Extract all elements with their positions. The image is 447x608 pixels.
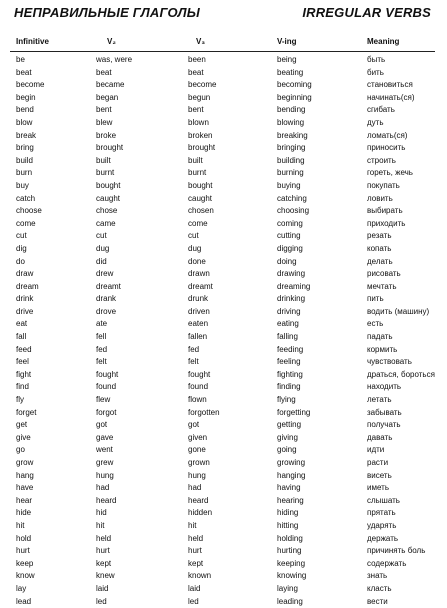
cell-infinitive: do: [16, 256, 25, 266]
cell-v2: dug: [96, 243, 110, 253]
cell-meaning: содержать: [367, 558, 407, 568]
cell-v3: driven: [188, 306, 210, 316]
cell-v3: bent: [188, 105, 204, 115]
cell-meaning: приходить: [367, 218, 406, 228]
table-row: [0, 356, 447, 369]
cell-v2: burnt: [96, 168, 115, 178]
cell-v3: held: [188, 533, 204, 543]
table-row: [0, 407, 447, 420]
cell-meaning: ломать(ся): [367, 130, 408, 140]
cell-meaning: покупать: [367, 180, 400, 190]
cell-v-ing: having: [277, 483, 301, 493]
cell-v-ing: drawing: [277, 269, 306, 279]
cell-v2: built: [96, 155, 111, 165]
cell-v-ing: breaking: [277, 130, 308, 140]
cell-v2: drank: [96, 294, 117, 304]
cell-v3: fed: [188, 344, 200, 354]
cell-v3: found: [188, 382, 209, 392]
cell-v3: burnt: [188, 168, 207, 178]
cell-v3: drawn: [188, 269, 210, 279]
cell-v3: come: [188, 218, 208, 228]
cell-v3: eaten: [188, 319, 209, 329]
cell-infinitive: come: [16, 218, 36, 228]
table-row: [0, 470, 447, 483]
table-row: [0, 130, 447, 143]
cell-infinitive: choose: [16, 206, 42, 216]
cell-v3: fallen: [188, 332, 208, 342]
cell-meaning: ударять: [367, 520, 397, 530]
cell-v2: became: [96, 80, 125, 90]
cell-v3: hung: [188, 470, 206, 480]
table-row: [0, 520, 447, 533]
cell-v3: given: [188, 432, 208, 442]
table-row: [0, 117, 447, 130]
cell-infinitive: buy: [16, 180, 29, 190]
table-row: [0, 344, 447, 357]
cell-v-ing: feeling: [277, 357, 301, 367]
cell-meaning: находить: [367, 382, 402, 392]
table-row: [0, 570, 447, 583]
cell-meaning: прятать: [367, 508, 396, 518]
header-v2: V₂: [107, 37, 116, 46]
cell-meaning: рисовать: [367, 269, 401, 279]
cell-v2: had: [96, 483, 110, 493]
table-row: [0, 495, 447, 508]
table-row: [0, 180, 447, 193]
cell-v3: caught: [188, 193, 213, 203]
cell-meaning: ловить: [367, 193, 393, 203]
cell-v-ing: drinking: [277, 294, 306, 304]
cell-infinitive: fall: [16, 332, 27, 342]
table-row: [0, 432, 447, 445]
cell-infinitive: hit: [16, 520, 25, 530]
cell-infinitive: go: [16, 445, 25, 455]
cell-v2: drew: [96, 269, 114, 279]
cell-v2: ate: [96, 319, 108, 329]
table-row: [0, 369, 447, 382]
table-row: [0, 256, 447, 269]
cell-meaning: гореть, жечь: [367, 168, 413, 178]
cell-v3: hidden: [188, 508, 213, 518]
cell-v2: broke: [96, 130, 117, 140]
cell-v-ing: hanging: [277, 470, 306, 480]
cell-meaning: становиться: [367, 80, 413, 90]
cell-infinitive: hurt: [16, 546, 30, 556]
cell-infinitive: get: [16, 420, 28, 430]
cell-v-ing: coming: [277, 218, 303, 228]
cell-v-ing: knowing: [277, 571, 307, 581]
cell-infinitive: drive: [16, 306, 34, 316]
cell-v2: cut: [96, 231, 107, 241]
cell-v-ing: beginning: [277, 92, 312, 102]
cell-infinitive: give: [16, 432, 31, 442]
cell-meaning: выбирать: [367, 206, 403, 216]
table-row: [0, 281, 447, 294]
cell-infinitive: have: [16, 483, 34, 493]
table-row: [0, 167, 447, 180]
cell-v-ing: buying: [277, 180, 301, 190]
cell-v3: blown: [188, 117, 209, 127]
cell-v3: drunk: [188, 294, 209, 304]
table-row: [0, 193, 447, 206]
cell-v3: gone: [188, 445, 206, 455]
cell-v-ing: hitting: [277, 520, 299, 530]
table-row: [0, 482, 447, 495]
cell-v2: fought: [96, 369, 119, 379]
table-row: [0, 558, 447, 571]
table-row: [0, 457, 447, 470]
cell-infinitive: find: [16, 382, 29, 392]
cell-v-ing: hearing: [277, 495, 304, 505]
table-row: [0, 79, 447, 92]
title-russian: НЕПРАВИЛЬНЫЕ ГЛАГОЛЫ: [14, 5, 200, 20]
cell-v-ing: building: [277, 155, 305, 165]
cell-v2: kept: [96, 558, 112, 568]
cell-v-ing: eating: [277, 319, 299, 329]
table-row: [0, 394, 447, 407]
cell-v2: heard: [96, 495, 117, 505]
cell-v2: knew: [96, 571, 115, 581]
cell-v3: laid: [188, 583, 201, 593]
cell-v-ing: forgetting: [277, 407, 311, 417]
cell-infinitive: build: [16, 155, 33, 165]
cell-v3: begun: [188, 92, 211, 102]
cell-v3: bought: [188, 180, 213, 190]
cell-v3: dreamt: [188, 281, 213, 291]
cell-v-ing: bending: [277, 105, 306, 115]
cell-meaning: мечтать: [367, 281, 397, 291]
cell-v-ing: getting: [277, 420, 302, 430]
table-row: [0, 507, 447, 520]
cell-meaning: чувствовать: [367, 357, 412, 367]
cell-infinitive: begin: [16, 92, 36, 102]
cell-v-ing: finding: [277, 382, 301, 392]
cell-v-ing: flying: [277, 395, 296, 405]
table-row: [0, 104, 447, 117]
cell-infinitive: fight: [16, 369, 32, 379]
cell-meaning: есть: [367, 319, 384, 329]
cell-v3: led: [188, 596, 199, 606]
cell-v-ing: holding: [277, 533, 303, 543]
header-divider: [10, 51, 435, 52]
cell-meaning: копать: [367, 243, 392, 253]
cell-v-ing: blowing: [277, 117, 305, 127]
cell-v3: broken: [188, 130, 213, 140]
table-row: [0, 67, 447, 80]
cell-v2: felt: [96, 357, 107, 367]
cell-v-ing: beating: [277, 67, 304, 77]
table-row: [0, 596, 447, 608]
cell-infinitive: eat: [16, 319, 28, 329]
table-row: [0, 545, 447, 558]
table-row: [0, 293, 447, 306]
cell-meaning: бить: [367, 67, 384, 77]
cell-v-ing: hurting: [277, 546, 302, 556]
table-row: [0, 92, 447, 105]
table-row: [0, 381, 447, 394]
cell-meaning: вести: [367, 596, 388, 606]
table-row: [0, 218, 447, 231]
cell-v-ing: digging: [277, 243, 303, 253]
cell-v3: chosen: [188, 206, 214, 216]
cell-v-ing: hiding: [277, 508, 299, 518]
cell-v-ing: growing: [277, 458, 306, 467]
cell-meaning: держать: [367, 533, 399, 543]
cell-infinitive: know: [16, 571, 35, 581]
cell-v3: brought: [188, 143, 216, 153]
cell-v2: bent: [96, 105, 112, 115]
cell-v2: gave: [96, 432, 114, 442]
cell-meaning: драться, бороться: [367, 369, 435, 379]
cell-infinitive: drink: [16, 294, 34, 304]
cell-v2: grew: [96, 458, 114, 467]
cell-v-ing: leading: [277, 596, 303, 606]
cell-v3: forgotten: [188, 407, 220, 417]
cell-meaning: летать: [367, 395, 392, 405]
cell-meaning: висеть: [367, 470, 392, 480]
cell-infinitive: hide: [16, 508, 32, 518]
cell-v2: fed: [96, 344, 108, 354]
cell-v-ing: choosing: [277, 206, 310, 216]
cell-meaning: забывать: [367, 407, 402, 417]
cell-infinitive: hang: [16, 470, 34, 480]
cell-v-ing: laying: [277, 583, 298, 593]
cell-infinitive: draw: [16, 269, 34, 279]
cell-v-ing: becoming: [277, 80, 312, 90]
header-v-ing: V-ing: [277, 37, 297, 46]
cell-v-ing: bringing: [277, 143, 306, 153]
cell-infinitive: hear: [16, 495, 33, 505]
table-row: [0, 331, 447, 344]
cell-v2: dreamt: [96, 281, 121, 291]
cell-v2: went: [96, 445, 113, 455]
cell-v3: flown: [188, 395, 207, 405]
cell-v2: hit: [96, 520, 105, 530]
cell-meaning: приносить: [367, 143, 406, 153]
cell-v2: hid: [96, 508, 107, 518]
cell-meaning: иметь: [367, 483, 389, 493]
cell-v3: grown: [188, 458, 210, 467]
cell-v3: been: [188, 55, 206, 64]
cell-v3: become: [188, 80, 217, 90]
cell-v3: hit: [188, 520, 197, 530]
cell-meaning: причинять боль: [367, 546, 426, 556]
cell-infinitive: dig: [16, 243, 27, 253]
cell-v3: hurt: [188, 546, 202, 556]
cell-v2: found: [96, 382, 117, 392]
cell-meaning: сгибать: [367, 105, 395, 115]
cell-meaning: резать: [367, 231, 392, 241]
cell-v-ing: cutting: [277, 231, 301, 241]
cell-meaning: получать: [367, 420, 401, 430]
cell-meaning: давать: [367, 432, 393, 442]
table-row: [0, 268, 447, 281]
cell-infinitive: feel: [16, 357, 29, 367]
cell-meaning: знать: [367, 571, 388, 581]
cell-v-ing: keeping: [277, 558, 306, 568]
title-english: IRREGULAR VERBS: [302, 5, 431, 20]
cell-v2: caught: [96, 193, 121, 203]
table-row: [0, 142, 447, 155]
cell-infinitive: forget: [16, 407, 37, 417]
cell-infinitive: fly: [16, 395, 24, 405]
cell-meaning: кормить: [367, 344, 398, 354]
cell-v2: led: [96, 596, 107, 606]
table-row: [0, 318, 447, 331]
cell-infinitive: dream: [16, 281, 39, 291]
cell-infinitive: lay: [16, 583, 27, 593]
cell-v3: beat: [188, 67, 204, 77]
cell-meaning: водить (машину): [367, 306, 430, 316]
cell-meaning: класть: [367, 583, 392, 593]
cell-infinitive: lead: [16, 596, 32, 606]
cell-meaning: начинать(ся): [367, 92, 415, 102]
cell-meaning: делать: [367, 256, 393, 266]
cell-meaning: пить: [367, 294, 384, 304]
cell-v-ing: giving: [277, 432, 298, 442]
cell-infinitive: blow: [16, 117, 33, 127]
cell-v2: laid: [96, 583, 109, 593]
cell-meaning: быть: [367, 55, 386, 64]
cell-infinitive: bend: [16, 105, 34, 115]
cell-v-ing: catching: [277, 193, 307, 203]
cell-v2: got: [96, 420, 108, 430]
cell-meaning: падать: [367, 332, 393, 342]
cell-v-ing: dreaming: [277, 281, 311, 291]
cell-meaning: строить: [367, 155, 396, 165]
cell-v-ing: feeding: [277, 344, 304, 354]
cell-v-ing: fighting: [277, 369, 303, 379]
cell-infinitive: feed: [16, 344, 32, 354]
cell-v2: came: [96, 218, 116, 228]
cell-infinitive: hold: [16, 533, 32, 543]
cell-v3: done: [188, 256, 206, 266]
cell-v3: built: [188, 155, 203, 165]
table-row: [0, 243, 447, 256]
header-v3: V₃: [196, 37, 206, 46]
header-meaning: Meaning: [367, 37, 400, 46]
cell-v3: got: [188, 420, 200, 430]
cell-v-ing: being: [277, 55, 297, 64]
table-row: [0, 54, 447, 67]
table-row: [0, 533, 447, 546]
cell-v3: cut: [188, 231, 199, 241]
cell-v-ing: burning: [277, 168, 304, 178]
cell-v2: drove: [96, 306, 117, 316]
cell-v3: fought: [188, 369, 211, 379]
cell-infinitive: bring: [16, 143, 34, 153]
cell-v3: felt: [188, 357, 199, 367]
cell-infinitive: become: [16, 80, 45, 90]
cell-infinitive: catch: [16, 193, 36, 203]
cell-infinitive: cut: [16, 231, 27, 241]
cell-v-ing: going: [277, 445, 297, 455]
verb-table-body: [0, 54, 447, 608]
cell-v2: forgot: [96, 407, 117, 417]
cell-v2: began: [96, 92, 119, 102]
cell-meaning: слышать: [367, 495, 400, 505]
cell-v2: did: [96, 256, 107, 266]
cell-v-ing: falling: [277, 332, 298, 342]
cell-meaning: расти: [367, 458, 389, 467]
cell-v3: dug: [188, 243, 202, 253]
cell-v2: hurt: [96, 546, 110, 556]
cell-v2: was, were: [96, 55, 133, 64]
cell-v3: had: [188, 483, 202, 493]
cell-infinitive: keep: [16, 558, 34, 568]
header-infinitive: Infinitive: [16, 37, 49, 46]
table-row: [0, 155, 447, 168]
table-row: [0, 230, 447, 243]
cell-v3: heard: [188, 495, 209, 505]
table-row: [0, 444, 447, 457]
cell-infinitive: beat: [16, 67, 32, 77]
cell-v2: blew: [96, 117, 113, 127]
cell-infinitive: grow: [16, 458, 34, 467]
cell-v2: brought: [96, 143, 124, 153]
table-row: [0, 419, 447, 432]
cell-v2: beat: [96, 67, 112, 77]
cell-v2: chose: [96, 206, 118, 216]
cell-v-ing: driving: [277, 306, 301, 316]
cell-v2: hung: [96, 470, 114, 480]
cell-v3: known: [188, 571, 212, 581]
cell-v-ing: doing: [277, 256, 297, 266]
table-row: [0, 583, 447, 596]
cell-meaning: дуть: [367, 117, 384, 127]
table-row: [0, 306, 447, 319]
cell-v2: held: [96, 533, 112, 543]
cell-v3: kept: [188, 558, 204, 568]
cell-v2: fell: [96, 332, 107, 342]
cell-infinitive: be: [16, 55, 25, 64]
cell-v2: flew: [96, 395, 111, 405]
cell-v2: bought: [96, 180, 121, 190]
table-row: [0, 205, 447, 218]
cell-meaning: идти: [367, 445, 385, 455]
cell-infinitive: break: [16, 130, 37, 140]
cell-infinitive: burn: [16, 168, 33, 178]
